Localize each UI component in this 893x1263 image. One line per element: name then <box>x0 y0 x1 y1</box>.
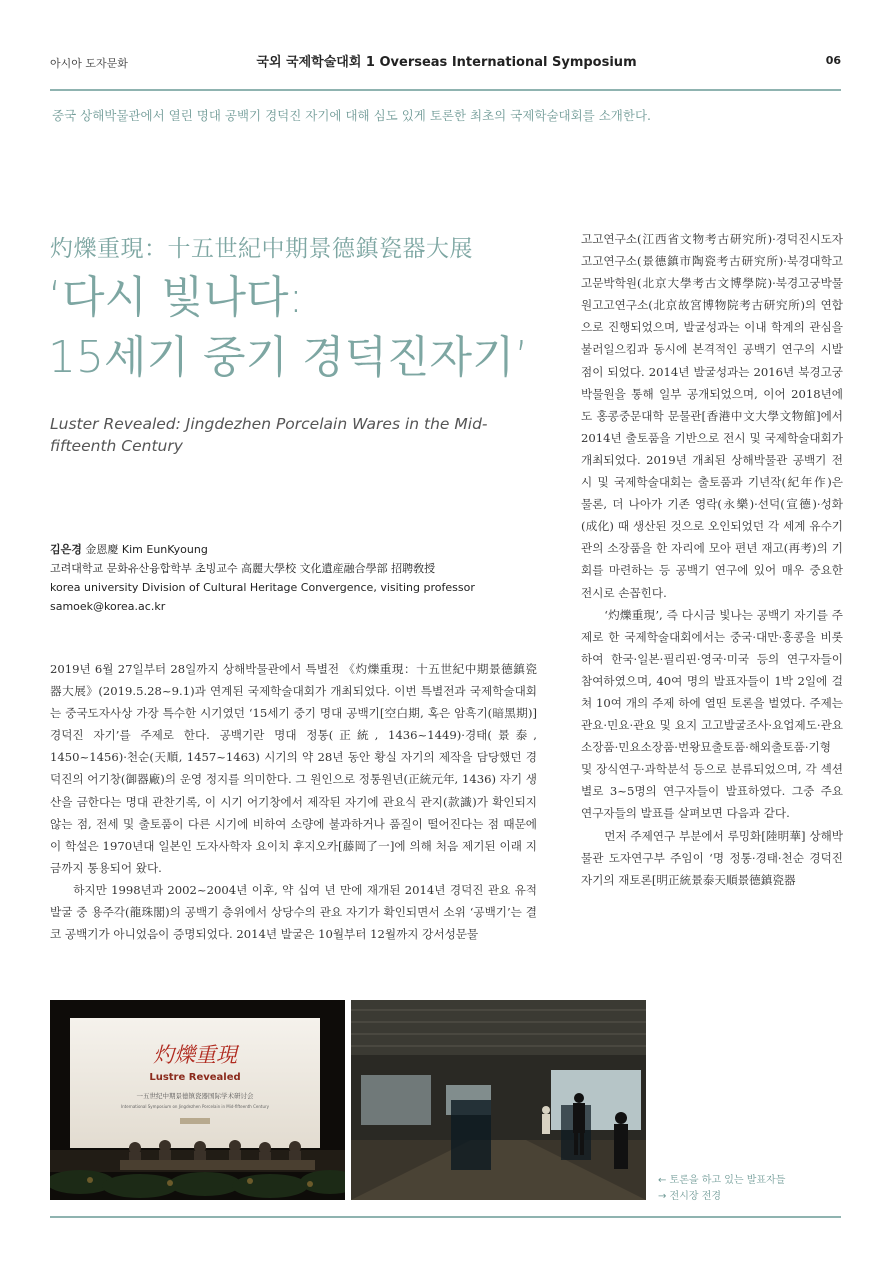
author-name: 김은경 <box>50 543 82 556</box>
running-header-title: 국외 국제학술대회 1 Overseas International Symposium <box>256 55 637 70</box>
author-affiliation-kr: 고려대학교 문화유산융합학부 초빙교수 高麗大學校 文化遺産融合學部 招聘敎授 <box>50 562 436 575</box>
screen-line-cn: 一五世纪中期景德镇瓷器国际学术研讨会 <box>136 1092 254 1100</box>
page-number: 06 <box>825 54 841 67</box>
screen-logo-icon <box>180 1118 210 1124</box>
footer-rule <box>50 1216 841 1218</box>
author-email: samoek@korea.ac.kr <box>50 600 166 613</box>
caption-symposium: ← 토론을 하고 있는 발표자들 <box>658 1175 786 1186</box>
caption-exhibition: → 전시장 전경 <box>658 1191 722 1202</box>
running-header-left: 아시아 도자문화 <box>50 57 128 70</box>
body-paragraph-3: ‘灼爍重現’, 즉 다시금 빛나는 공백기 자기를 주제로 한 국제학술대회에서는 중국·대만·홍콩을 비롯하여 한국·일본·필리핀·영국·미국 등의 연구자들이 참여하였으며, 40여 명의 발표자들이 1박 2일에 걸쳐 10여 개의 주제 하에 열띤 토론을 벌였다. 주제는 관요·민요·관요 및 요지 고고발굴조사·요업제도·관요소장품·민요소장품·번왕묘출토품·해외출토품·기형 및 장식연구·과학분석 등으로 분류되었으며, 각 섹션별로 3~5명의 연구자들이 발표하였다. 그중 주요 연구자들의 발표를 살펴보면 다음과 같다. <box>581 607 843 821</box>
exhibition-illustration <box>351 1000 646 1200</box>
title-korean-line2: 15세기 중기 경덕진자기’ <box>48 332 529 383</box>
photo-captions <box>658 1173 785 1205</box>
body-column-right <box>581 228 843 891</box>
title-chinese: 灼爍重現：十五世紀中期景德鎮瓷器大展 <box>50 236 473 262</box>
title-english: Luster Revealed: Jingdezhen Porcelain Wares in the Mid-fifteenth Century <box>50 415 488 455</box>
header-rule <box>50 89 841 91</box>
body-paragraph-2: 하지만 1998년과 2002~2004년 이후, 약 십여 년 만에 재개된 2014년 경덕진 관요 유적 발굴 중 용주각(龍珠閣)의 공백기 층위에서 상당수의 관요 자기가 확인되면서 소위 ‘공백기’는 결코 공백기가 아니었음이 증명되었다. 2014년 발굴은 10월부터 12월까지 강서성문물 <box>50 882 537 942</box>
author-name-rest: 金恩慶 Kim EunKyoung <box>85 543 208 556</box>
body-paragraph-1: 2019년 6월 27일부터 28일까지 상해박물관에서 특별전 《灼爍重現：十五世紀中期景德鎮瓷器大展》(2019.5.28~9.1)과 연계된 국제학술대회가 개최되었다. 이번 특별전과 국제학술대회는 중국도자사상 가장 특수한 시기였던 ‘15세기 중기 명대 공백기[空白期, 혹은 암흑기(暗黑期)] 경덕진 자기’를 주제로 한다. 공백기란 명대 정통(正統, 1436~1449)·경태(景泰, 1450~1456)·천순(天順, 1457~1463) 시기의 약 28년 동안 황실 자기의 제작을 담당했던 경덕진의 어기창(御器廠)의 운영 정지를 의미한다. 그 원인으로 정통원년(正統元年, 1436) 자기 생산을 금한다는 명대 관찬기록, 이 시기 어기창에서 제작된 자기에 관요식 관지(款識)가 확인되지 않는 점, 전세 및 출토품이 다른 시기에 비하여 소량에 불과하거나 품질이 떨어진다는 점 때문에 이 학설은 1970년대 일본인 도자사학자 요이치 후지오카[藤岡了一]에 의해 처음 제기된 이래 지금까지 통용되어 왔다. <box>50 662 537 875</box>
body-column-left <box>50 658 537 945</box>
screen-subtitle: Lustre Revealed <box>149 1072 241 1083</box>
photo-exhibition-hall <box>351 1000 646 1200</box>
title-korean-line1: ‘다시 빛나다: <box>48 272 304 323</box>
body-paragraph-2-cont: 고고연구소(江西省文物考古研究所)·경덕진시도자고고연구소(景德鎮市陶瓷考古研究所)·북경대학고고문박학원(北京大學考古文博學院)·북경고궁박물원고고연구소(北京故宮博物院考古研究所)의 연합으로 진행되었으며, 발굴성과는 이내 학계의 관심을 불러일으킴과 동시에 본격적인 공백기 연구의 시발점이 되었다. 2014년 발굴성과는 2016년 북경고궁박물원을 통해 일부 공개되었으며, 이어 2018년에도 홍콩중문대학 문물관[香港中文大學文物館]에서 2014년 출토품을 기반으로 전시 및 국제학술대회가 개최되었다. 2019년 개최된 상해박물관 공백기 전시 및 국제학술대회는 출토품과 기년작(紀年作)은 물론, 더 나아가 기존 영락(永樂)·선덕(宣德)·성화(成化) 때 생산된 것으로 오인되었던 각 세계 유수기관의 소장품을 한 자리에 모아 편년 재고(再考)의 기회를 마련하는 등 공백기 연구에 있어 매우 중요한 전시로 손꼽힌다. <box>581 232 843 600</box>
author-affiliation-en: korea university Division of Cultural Heritage Convergence, visiting professor <box>50 581 475 594</box>
photo-symposium-panel <box>50 1000 345 1200</box>
author-block <box>50 540 475 616</box>
lead-summary: 중국 상해박물관에서 열린 명대 공백기 경덕진 자기에 대해 심도 있게 토론한 최초의 국제학술대회를 소개한다. <box>52 108 652 123</box>
symposium-illustration <box>50 1000 345 1200</box>
body-paragraph-4: 먼저 주제연구 부분에서 루밍화[陸明華] 상해박물관 도자연구부 주임이 ‘명 정통·경태·천순 경덕진 자기의 재토론[明正統景泰天順景德鎮瓷器 <box>581 828 843 887</box>
screen-title: 灼爍重現 <box>153 1043 237 1067</box>
screen-line-en: International Symposium on Jingdezhen Porcelain in Mid-fifteenth Century <box>120 1104 270 1109</box>
title-korean <box>48 268 528 388</box>
